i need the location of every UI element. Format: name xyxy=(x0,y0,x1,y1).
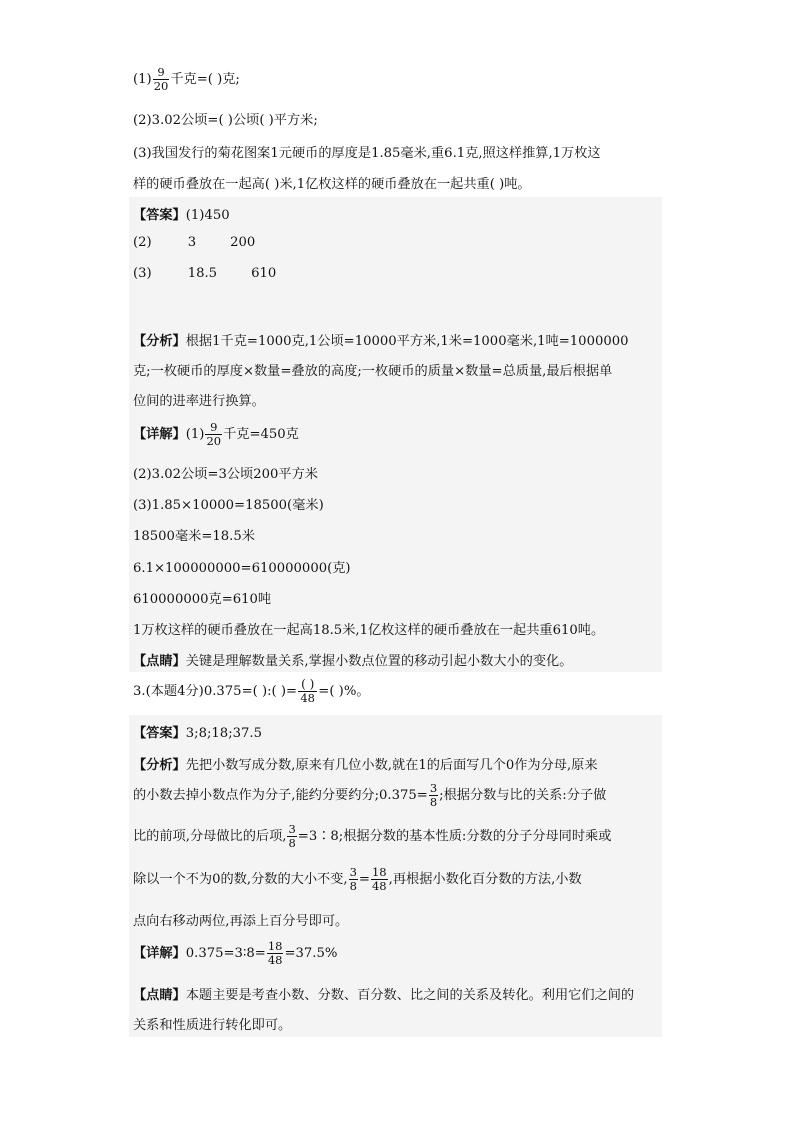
q3-analysis-line1: 【分析】先把小数写成分数,原来有几位小数,就在1的后面写几个0作为分母,原来 xyxy=(133,758,598,773)
q3-analysis-line3: 比的前项,分母做比的后项, $\frac{3}{8}$ =3∶8;根据分数的基本性质:分数的分子分母同时乘或 xyxy=(133,822,612,850)
fraction: $\frac{( )}{48}$ xyxy=(298,678,317,705)
q1-detail-5: 6.1×100000000=610000000(克) xyxy=(133,561,351,576)
q1-answer: 【答案】(1)450 xyxy=(133,208,230,223)
fraction: $\frac{18}{48}$ xyxy=(371,865,387,893)
q1-analysis-line3: 位间的进率进行换算。 xyxy=(133,394,265,409)
q1-part3-line2: 样的硬币叠放在一起高( )米,1亿枚这样的硬币叠放在一起共重( )吨。 xyxy=(133,177,531,192)
fraction: $\frac{9}{20}$ xyxy=(206,420,222,448)
q3-point-line2: 关系和性质进行转化即可。 xyxy=(133,1018,292,1033)
fraction: $\frac{3}{8}$ xyxy=(288,822,296,850)
q1-analysis-line2: 克;一枚硬币的厚度×数量=叠放的高度;一枚硬币的质量×数量=总质量,最后根据单 xyxy=(133,364,613,379)
q1-answer-2: (2) 3 200 xyxy=(133,235,256,250)
q1-detail-6: 610000000克=610吨 xyxy=(133,592,272,607)
q1-detail-7: 1万枚这样的硬币叠放在一起高18.5米,1亿枚这样的硬币叠放在一起共重610吨。 xyxy=(133,623,605,638)
q1-part3-line1: (3)我国发行的菊花图案1元硬币的厚度是1.85毫米,重6.1克,照这样推算,1万枚这 xyxy=(133,146,601,161)
fraction: $\frac{9}{20}$ xyxy=(153,65,169,93)
q1-detail-3: (3)1.85×10000=18500(毫米) xyxy=(133,498,324,513)
q1-detail-1: 【详解】(1) $\frac{9}{20}$ 千克=450克 xyxy=(133,420,299,448)
q3-analysis-line4: 除以一个不为0的数,分数的大小不变, $\frac{3}{8}$ = $\frac{18}{48}$ ,再根据小数化百分数的方法,小数 xyxy=(133,865,582,893)
q3-point-line1: 【点睛】本题主要是考查小数、分数、百分数、比之间的关系及转化。利用它们之间的 xyxy=(133,988,635,1003)
q1-part1: (1) $\frac{9}{20}$ 千克=( )克; xyxy=(133,65,240,93)
q3-stem: 3.(本题4分)0.375=( ):( )= $\frac{( )}{48}$ =( )%。 xyxy=(133,677,370,705)
q1-point: 【点睛】关键是理解数量关系,掌握小数点位置的移动引起小数大小的变化。 xyxy=(133,654,573,669)
fraction: $\frac{18}{48}$ xyxy=(267,939,283,967)
q3-detail: 【详解】0.375=3∶8= $\frac{18}{48}$ =37.5% xyxy=(133,939,338,967)
q3-answer: 【答案】3;8;18;37.5 xyxy=(133,726,263,741)
q3-analysis-line5: 点向右移动两位,再添上百分号即可。 xyxy=(133,914,349,929)
q1-analysis-line1: 【分析】根据1千克=1000克,1公顷=10000平方米,1米=1000毫米,1吨=1000000 xyxy=(133,334,629,349)
q1-answer-3: (3) 18.5 610 xyxy=(133,266,277,281)
q3-analysis-line2: 的小数去掉小数点作为分子,能约分要约分;0.375= $\frac{3}{8}$ ;根据分数与比的关系:分子做 xyxy=(133,781,607,809)
fraction: $\frac{3}{8}$ xyxy=(349,865,357,893)
q1-part2: (2)3.02公顷=( )公顷( )平方米; xyxy=(133,113,318,128)
q1-detail-2: (2)3.02公顷=3公顷200平方米 xyxy=(133,467,318,482)
q1-detail-4: 18500毫米=18.5米 xyxy=(133,529,255,544)
fraction: $\frac{3}{8}$ xyxy=(429,781,438,809)
